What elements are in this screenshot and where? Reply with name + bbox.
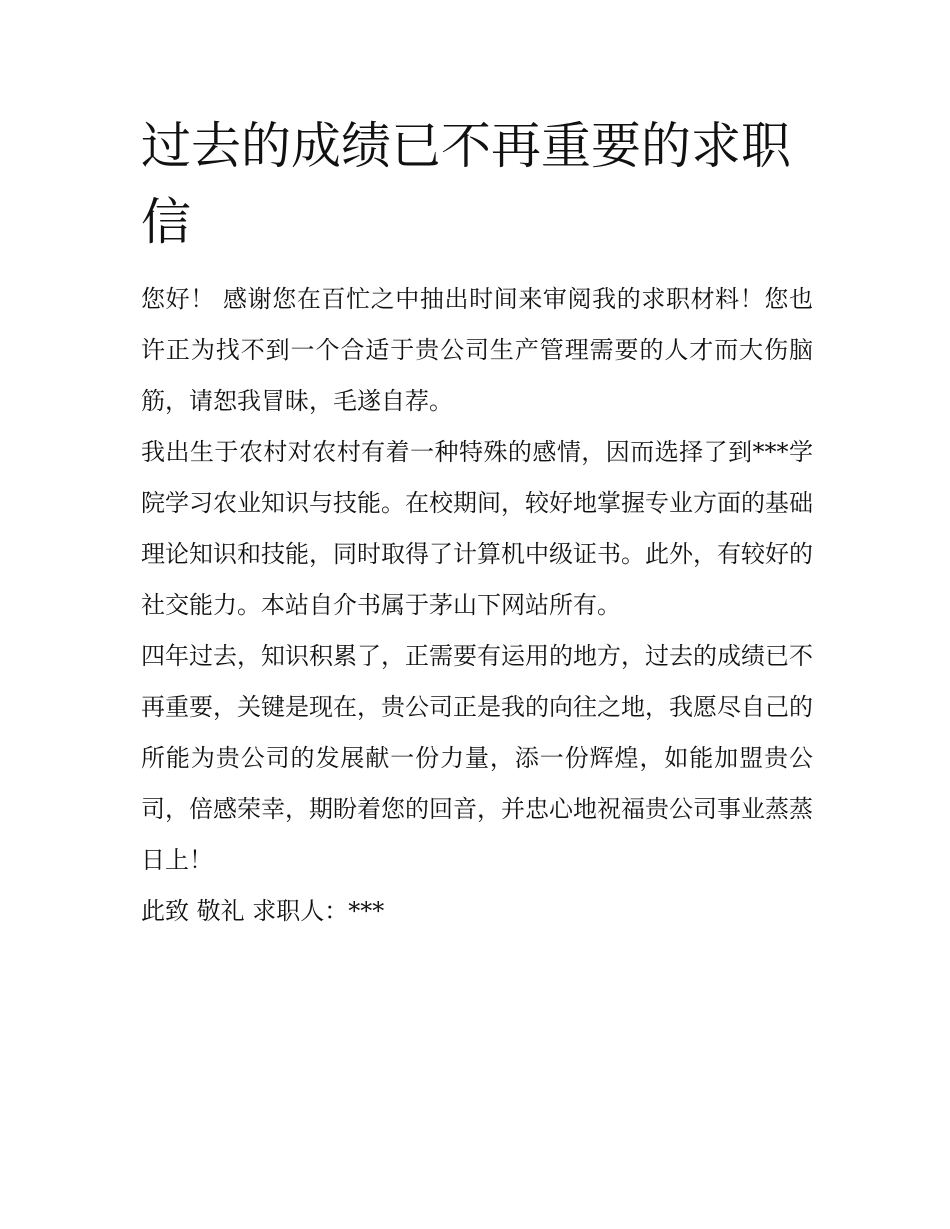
document-title: 过去的成绩已不再重要的求职信 (141, 117, 791, 251)
paragraph-aspiration: 四年过去，知识积累了，正需要有运用的地方，过去的成绩已不再重要，关键是现在，贵公司正是我的向往之地，我愿尽自己的所能为贵公司的发展献一份力量，添一份辉煌，如能加盟贵公司，倍感荣幸，期盼着您的回音，并忠心地祝福贵公司事业蒸蒸日上！ (141, 642, 813, 874)
paragraph-closing: 此致 敬礼 求职人：*** (141, 897, 385, 925)
document-content (141, 108, 813, 937)
document-body (141, 274, 813, 937)
paragraph-greeting: 您好！ 感谢您在百忙之中抽出时间来审阅我的求职材料！您也许正为找不到一个合适于贵公司生产管理需要的人才而大伤脑筋，请恕我冒昧，毛遂自荐。 (141, 285, 813, 415)
paragraph-background: 我出生于农村对农村有着一种特殊的感情，因而选择了到***学院学习农业知识与技能。在校期间，较好地掌握专业方面的基础理论知识和技能，同时取得了计算机中级证书。此外，有较好的社交能力。本站自介书属于茅山下网站所有。 (141, 438, 813, 619)
